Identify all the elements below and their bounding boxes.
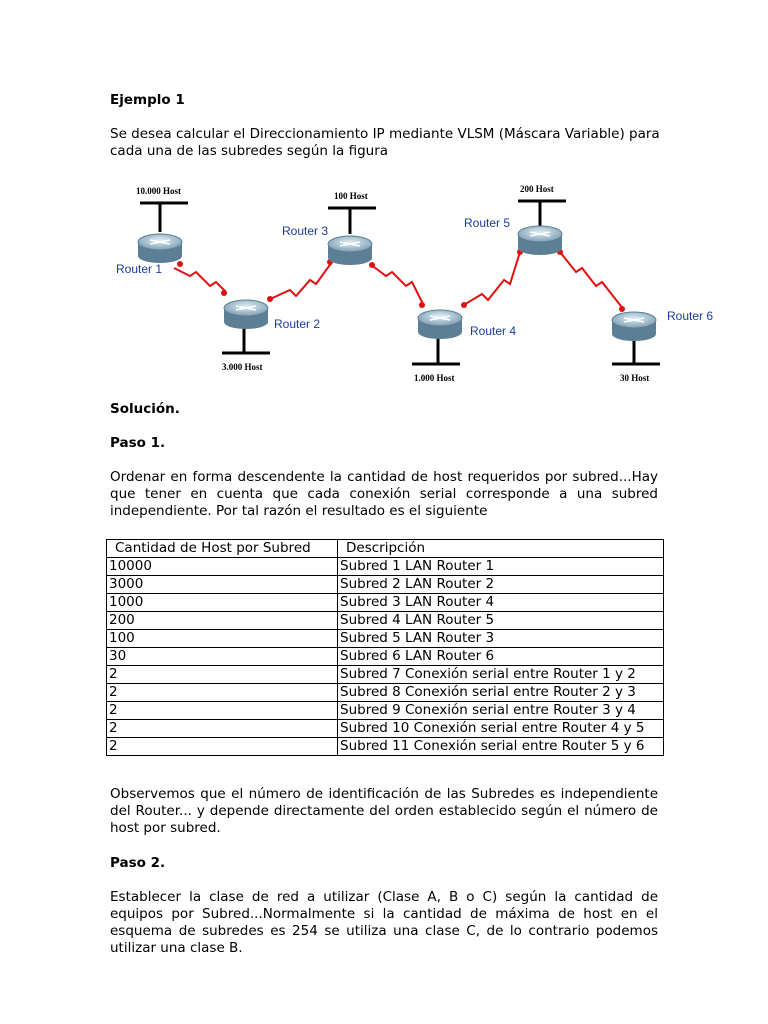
serial-link-r4-r5 (462, 252, 520, 306)
table-row (107, 684, 664, 702)
table-row (107, 702, 664, 720)
link-dot (419, 302, 425, 308)
host-count-cell: 10000 (107, 558, 338, 576)
description-cell: Subred 7 Conexión serial entre Router 1 y 2 (338, 666, 664, 684)
host-label-router-3: 100 Host (334, 191, 368, 201)
link-dot (177, 261, 183, 267)
router-icon (612, 312, 656, 341)
observation-paragraph: Observemos que el número de identificación de las Subredes es independiente del Router... y depende directamente del orden establecido según el número de host por subred. (110, 786, 658, 836)
host-label-router-5: 200 Host (520, 184, 554, 194)
description-cell: Subred 4 LAN Router 5 (338, 612, 664, 630)
description-cell: Subred 10 Conexión serial entre Router 4 y 5 (338, 720, 664, 738)
description-cell: Subred 6 LAN Router 6 (338, 648, 664, 666)
serial-link-r2-r3 (268, 262, 332, 300)
serial-link-r5-r6 (560, 252, 624, 310)
description-cell: Subred 8 Conexión serial entre Router 2 y 3 (338, 684, 664, 702)
host-count-cell: 2 (107, 720, 338, 738)
table-row (107, 648, 664, 666)
host-label-router-4: 1.000 Host (414, 373, 455, 383)
intro-paragraph: Se desea calcular el Direccionamiento IP mediante VLSM (Máscara Variable) para cada una de las subredes según la figura (110, 126, 660, 159)
description-cell: Subred 5 LAN Router 3 (338, 630, 664, 648)
link-dot (461, 302, 467, 308)
link-dot (267, 296, 273, 302)
host-table (106, 539, 664, 756)
step-1-heading: Paso 1. (110, 435, 166, 451)
host-count-cell: 200 (107, 612, 338, 630)
description-cell: Subred 9 Conexión serial entre Router 3 y 4 (338, 702, 664, 720)
host-count-cell: 2 (107, 738, 338, 756)
host-count-cell: 100 (107, 630, 338, 648)
router-icon (518, 226, 562, 255)
host-count-cell: 3000 (107, 576, 338, 594)
step-1-paragraph: Ordenar en forma descendente la cantidad de host requeridos por subred...Hay que tener en cuenta que cada conexión serial corresponde a una subred independiente. Por tal razón el resultado es el siguiente (110, 469, 658, 519)
host-label-router-2: 3.000 Host (222, 362, 263, 372)
link-dot (369, 262, 375, 268)
router-icon (328, 236, 372, 265)
table-row (107, 630, 664, 648)
serial-link-r1-r2 (174, 268, 226, 292)
table-header-hosts: Cantidad de Host por Subred (107, 540, 338, 558)
description-cell: Subred 3 LAN Router 4 (338, 594, 664, 612)
table-row (107, 738, 664, 756)
link-dot (221, 290, 227, 296)
description-cell: Subred 1 LAN Router 1 (338, 558, 664, 576)
table-row (107, 558, 664, 576)
router-icon (418, 310, 462, 339)
router-2-label: Router 2 (274, 317, 321, 331)
router-icon (224, 300, 268, 329)
heading: Ejemplo 1 (110, 92, 185, 108)
link-dot (619, 306, 625, 312)
table-row (107, 666, 664, 684)
host-count-cell: 1000 (107, 594, 338, 612)
host-count-cell: 2 (107, 684, 338, 702)
step-2-heading: Paso 2. (110, 855, 166, 871)
host-count-cell: 2 (107, 666, 338, 684)
table-row (107, 576, 664, 594)
description-cell: Subred 11 Conexión serial entre Router 5 y 6 (338, 738, 664, 756)
table-row (107, 720, 664, 738)
solution-heading: Solución. (110, 401, 180, 417)
router-5-label: Router 5 (464, 216, 511, 230)
step-2-paragraph: Establecer la clase de red a utilizar (Clase A, B o C) según la cantidad de equipos por Subred...Normalmente si la cantidad de máxima de host en el esquema de subredes es 254 se utiliza una clase C, de lo contrario podemos utilizar una clase B. (110, 889, 658, 956)
router-icon (138, 234, 182, 263)
host-label-router-1: 10.000 Host (136, 186, 181, 196)
lan-segments (140, 201, 660, 364)
host-count-cell: 30 (107, 648, 338, 666)
description-cell: Subred 2 LAN Router 2 (338, 576, 664, 594)
router-4-label: Router 4 (470, 324, 517, 338)
table-row (107, 612, 664, 630)
host-label-router-6: 30 Host (620, 373, 650, 383)
router-3-label: Router 3 (282, 224, 329, 238)
router-6-label: Router 6 (667, 309, 714, 323)
table-header-row (107, 540, 664, 558)
table-header-description: Descripción (338, 540, 664, 558)
network-diagram (110, 176, 728, 384)
serial-link-r3-r4 (370, 264, 424, 306)
router-1-label: Router 1 (116, 262, 163, 276)
table-row (107, 594, 664, 612)
host-count-cell: 2 (107, 702, 338, 720)
